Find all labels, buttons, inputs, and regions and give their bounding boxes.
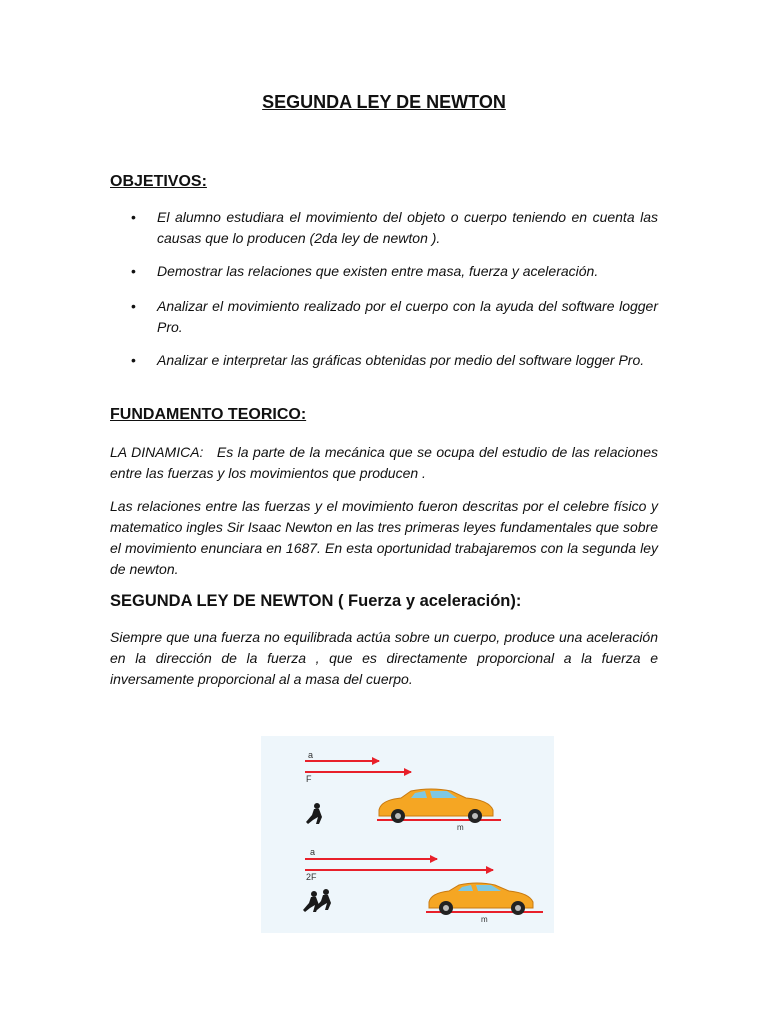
list-item (110, 350, 658, 371)
bullet-icon: • (131, 209, 136, 225)
segunda-ley-heading: SEGUNDA LEY DE NEWTON ( Fuerza y aceleración): (110, 592, 522, 610)
person-pushing-icon (306, 803, 322, 824)
objetivo-text-3: Analizar el movimiento realizado por el cuerpo con la ayuda del software logger Pro. (157, 298, 658, 335)
force-diagram (261, 736, 554, 933)
label-f-bottom: 2F (306, 872, 317, 882)
page-title: SEGUNDA LEY DE NEWTON (262, 92, 506, 112)
list-item (110, 296, 658, 338)
label-a-bottom: a (310, 847, 316, 857)
dinamica-paragraph: LA DINAMICA: Es la parte de la mecánica que se ocupa del estudio de las relaciones entre las fuerzas y los movimientos que producen . (110, 444, 662, 481)
label-a-top: a (308, 750, 314, 760)
newton-history-paragraph: Las relaciones entre las fuerzas y el movimiento fueron descritas por el celebre físico y matematico ingles Sir Isaac Newton en las tres primeras leyes fundamentales que sobre el movimiento enunciara en 1687. En esta oportunidad trabajaremos con la segunda ley de newton. (110, 498, 658, 577)
bullet-icon: • (131, 298, 136, 314)
bullet-icon: • (131, 263, 136, 279)
car-icon-top (377, 789, 501, 823)
objetivo-text-2: Demostrar las relaciones que existen entre masa, fuerza y aceleración. (157, 263, 599, 279)
objetivo-text-1: El alumno estudiara el movimiento del objeto o cuerpo teniendo en cuenta las causas que lo producen (2da ley de newton ). (157, 209, 658, 246)
segunda-ley-paragraph: Siempre que una fuerza no equilibrada actúa sobre un cuerpo, produce una aceleración en la dirección de la fuerza , que es directamente proporcional a la fuerza e inversamente proporcional al a masa del cuerpo. (110, 629, 658, 687)
label-f-top: F (306, 774, 312, 784)
label-m-top: m (457, 823, 464, 832)
fundamento-heading: FUNDAMENTO TEORICO: (110, 406, 307, 423)
list-item (110, 207, 658, 249)
two-persons-pushing-icon (303, 889, 331, 912)
objetivo-text-4: Analizar e interpretar las gráficas obtenidas por medio del software logger Pro. (157, 352, 645, 368)
list-item (110, 261, 658, 282)
label-m-bottom: m (481, 915, 488, 924)
car-icon-bottom (426, 883, 543, 915)
bullet-icon: • (131, 352, 136, 368)
force-acceleration-figure (261, 736, 554, 933)
objetivos-heading: OBJETIVOS: (110, 173, 207, 190)
